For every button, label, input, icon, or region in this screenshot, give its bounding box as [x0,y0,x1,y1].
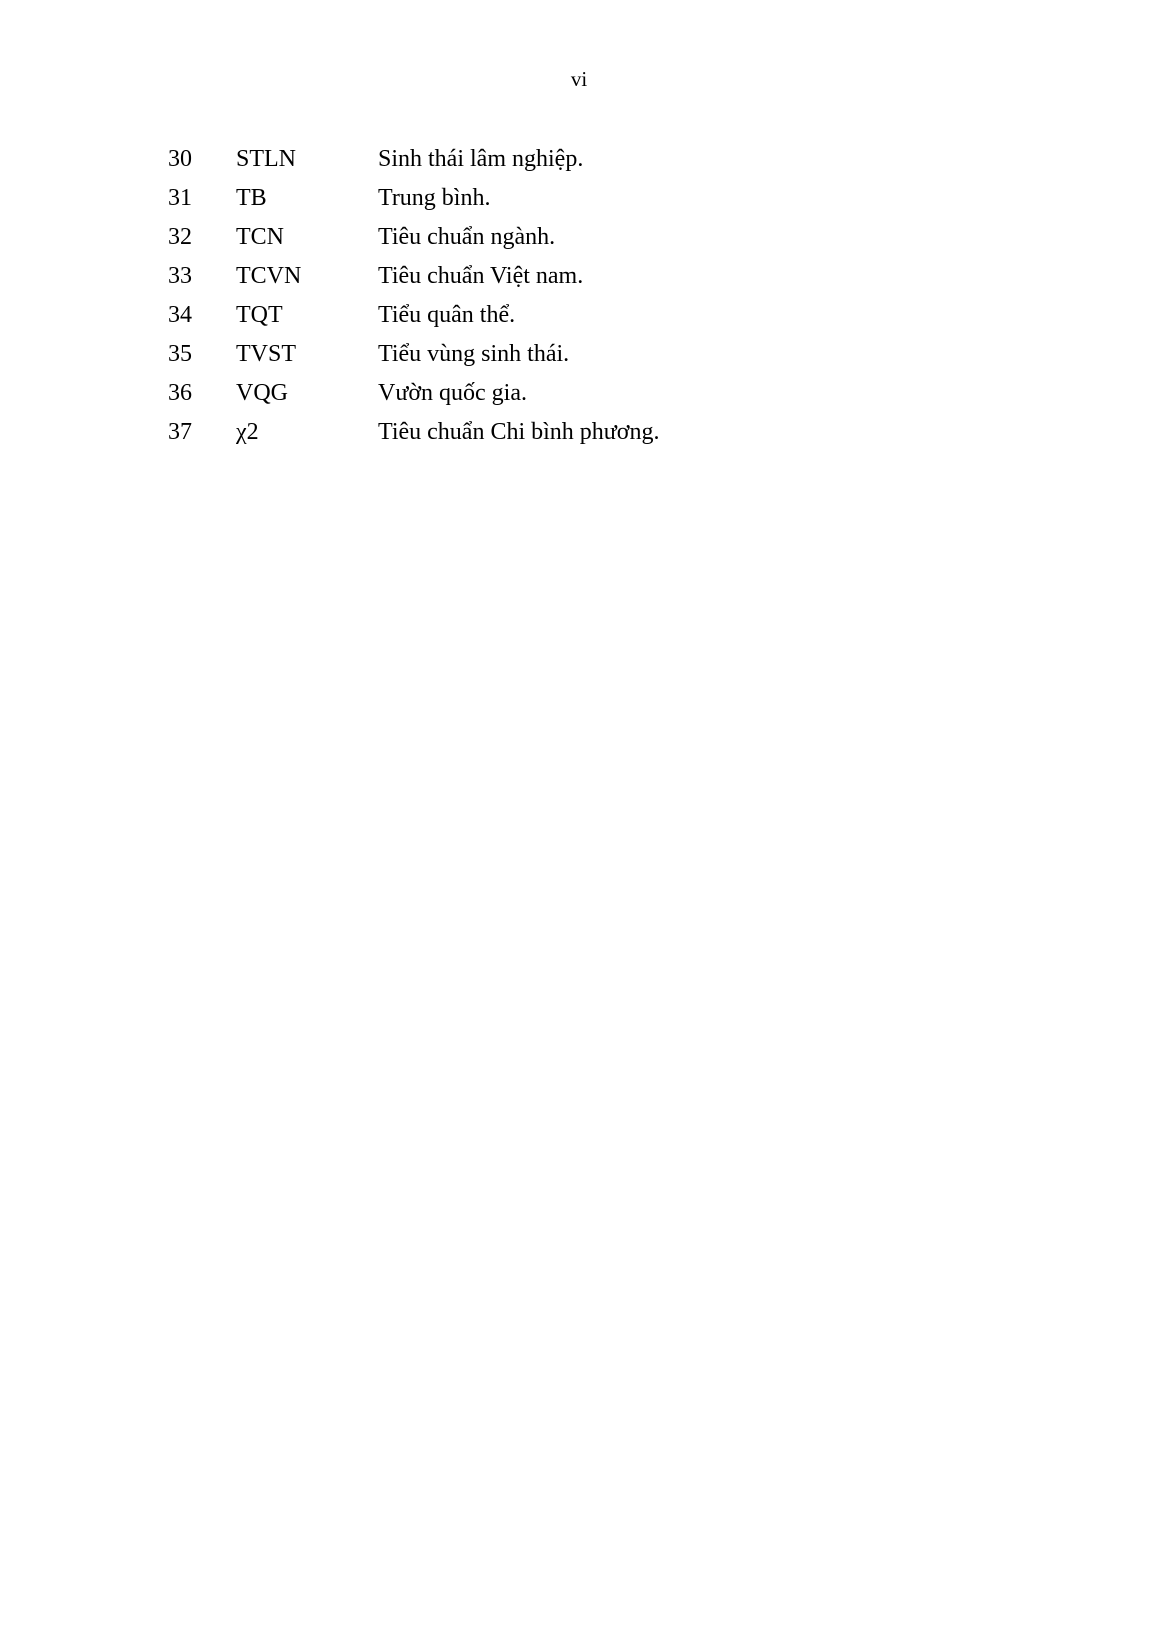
abbreviation-code: TVST [236,341,296,367]
abbreviation-number: 34 [168,302,192,328]
abbreviation-row [168,339,978,378]
abbreviation-meaning: Sinh thái lâm nghiệp. [378,146,584,172]
abbreviation-meaning: Trung bình. [378,185,491,211]
abbreviation-row [168,183,978,222]
abbreviation-meaning: Tiêu chuẩn Chi bình phương. [378,419,660,445]
abbreviation-number: 30 [168,146,192,172]
abbreviation-number: 33 [168,263,192,289]
abbreviation-row [168,300,978,339]
abbreviation-number: 36 [168,380,192,406]
abbreviation-meaning: Vườn quốc gia. [378,380,528,406]
abbreviation-meaning: Tiểu vùng sinh thái. [378,341,570,367]
abbreviation-row [168,417,978,456]
abbreviation-number: 37 [168,419,192,445]
abbreviation-code: χ2 [236,419,259,445]
abbreviation-number: 35 [168,341,192,367]
abbreviation-meaning: Tiêu chuẩn Việt nam. [378,263,584,289]
abbreviation-row [168,378,978,417]
abbreviation-row [168,144,978,183]
page-number: vi [570,67,588,91]
abbreviation-code: STLN [236,146,296,172]
abbreviation-row [168,261,978,300]
abbreviation-meaning: Tiểu quân thể. [378,302,516,328]
abbreviation-number: 32 [168,224,192,250]
abbreviation-code: TB [236,185,267,211]
abbreviation-number: 31 [168,185,192,211]
abbreviation-code: TCVN [236,263,302,289]
abbreviation-code: TCN [236,224,284,250]
abbreviation-code: TQT [236,302,283,328]
abbreviation-row [168,222,978,261]
abbreviation-meaning: Tiêu chuẩn ngành. [378,224,556,250]
abbreviation-list [168,144,978,456]
abbreviation-code: VQG [236,380,288,406]
